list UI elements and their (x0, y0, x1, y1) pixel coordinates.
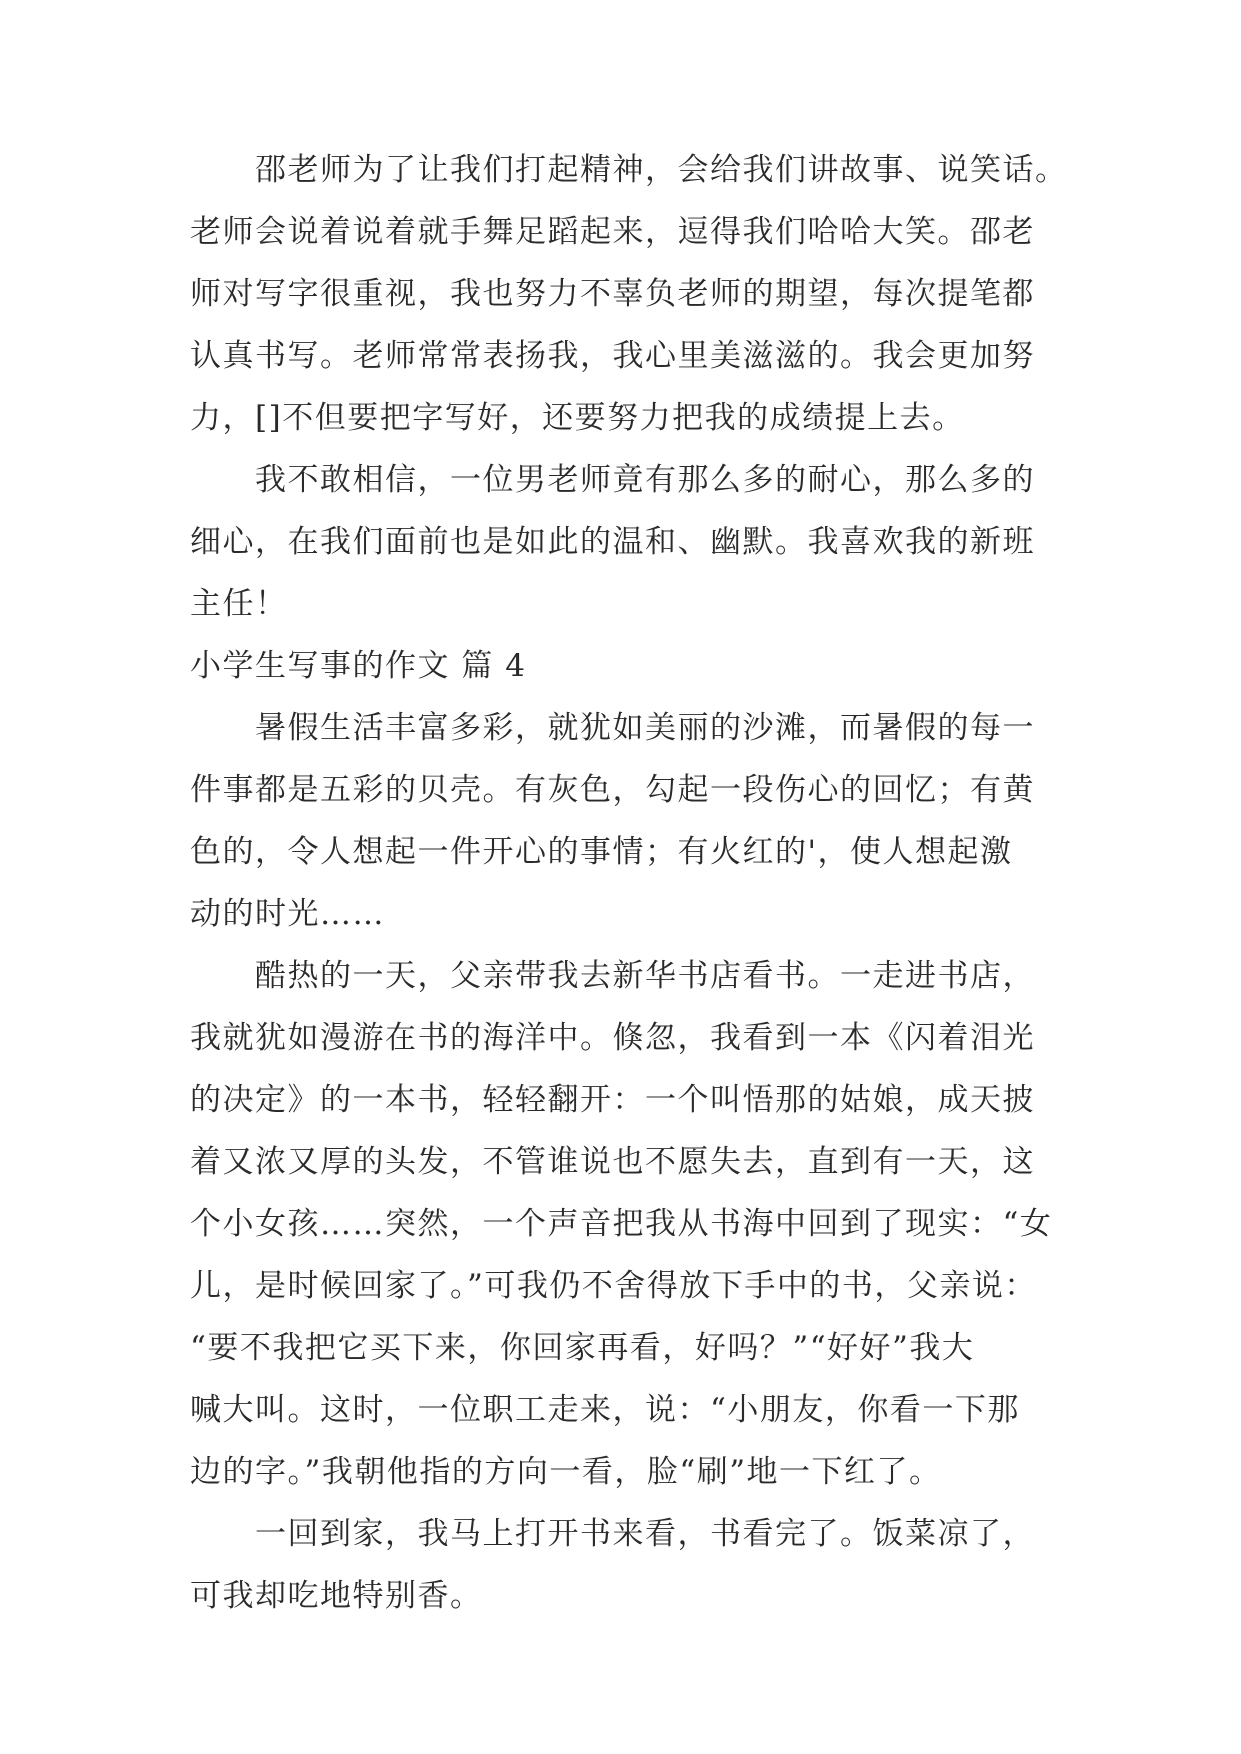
text-line: “要不我把它买下来，你回家再看，好吗？”“好好”我大 (190, 1330, 975, 1366)
text-line: 儿，是时候回家了。”可我仍不舍得放下手中的书，父亲说： (190, 1268, 1037, 1304)
text-line: 邵老师为了让我们打起精神，会给我们讲故事、说笑话。 (255, 152, 1068, 188)
text-line: 力，[]不但要把字写好，还要努力把我的成绩提上去。 (190, 400, 965, 436)
text-line: 个小女孩……突然，一个声音把我从书海中回到了现实：“女 (190, 1206, 1053, 1242)
text-line: 着又浓又厚的头发，不管谁说也不愿失去，直到有一天，这 (190, 1144, 1035, 1180)
section-heading: 小学生写事的作文 篇 4 (190, 648, 527, 684)
text-line: 色的，令人想起一件开心的事情；有火红的'，使人想起激 (190, 834, 1013, 870)
text-line: 可我却吃地特别香。 (190, 1578, 483, 1614)
text-line: 我不敢相信，一位男老师竟有那么多的耐心，那么多的 (255, 462, 1035, 498)
text-line: 认真书写。老师常常表扬我，我心里美滋滋的。我会更加努 (190, 338, 1035, 374)
text-line: 暑假生活丰富多彩，就犹如美丽的沙滩，而暑假的每一 (255, 710, 1035, 746)
text-line: 动的时光…… (190, 896, 385, 932)
text-line: 老师会说着说着就手舞足蹈起来，逗得我们哈哈大笑。邵老 (190, 214, 1035, 250)
text-line: 师对写字很重视，我也努力不辜负老师的期望，每次提笔都 (190, 276, 1035, 312)
text-line: 酷热的一天，父亲带我去新华书店看书。一走进书店， (255, 958, 1035, 994)
text-line: 的决定》的一本书，轻轻翻开：一个叫悟那的姑娘，成天披 (190, 1082, 1035, 1118)
text-line: 件事都是五彩的贝壳。有灰色，勾起一段伤心的回忆；有黄 (190, 772, 1035, 808)
text-line: 细心，在我们面前也是如此的温和、幽默。我喜欢我的新班 (190, 524, 1035, 560)
text-line: 边的字。”我朝他指的方向一看，脸“刷”地一下红了。 (190, 1454, 942, 1490)
text-line: 喊大叫。这时，一位职工走来，说：“小朋友，你看一下那 (190, 1392, 1020, 1428)
text-line: 一回到家，我马上打开书来看，书看完了。饭菜凉了， (255, 1516, 1035, 1552)
text-line: 主任！ (190, 586, 288, 622)
text-line: 我就犹如漫游在书的海洋中。倏忽，我看到一本《闪着泪光 (190, 1020, 1035, 1056)
